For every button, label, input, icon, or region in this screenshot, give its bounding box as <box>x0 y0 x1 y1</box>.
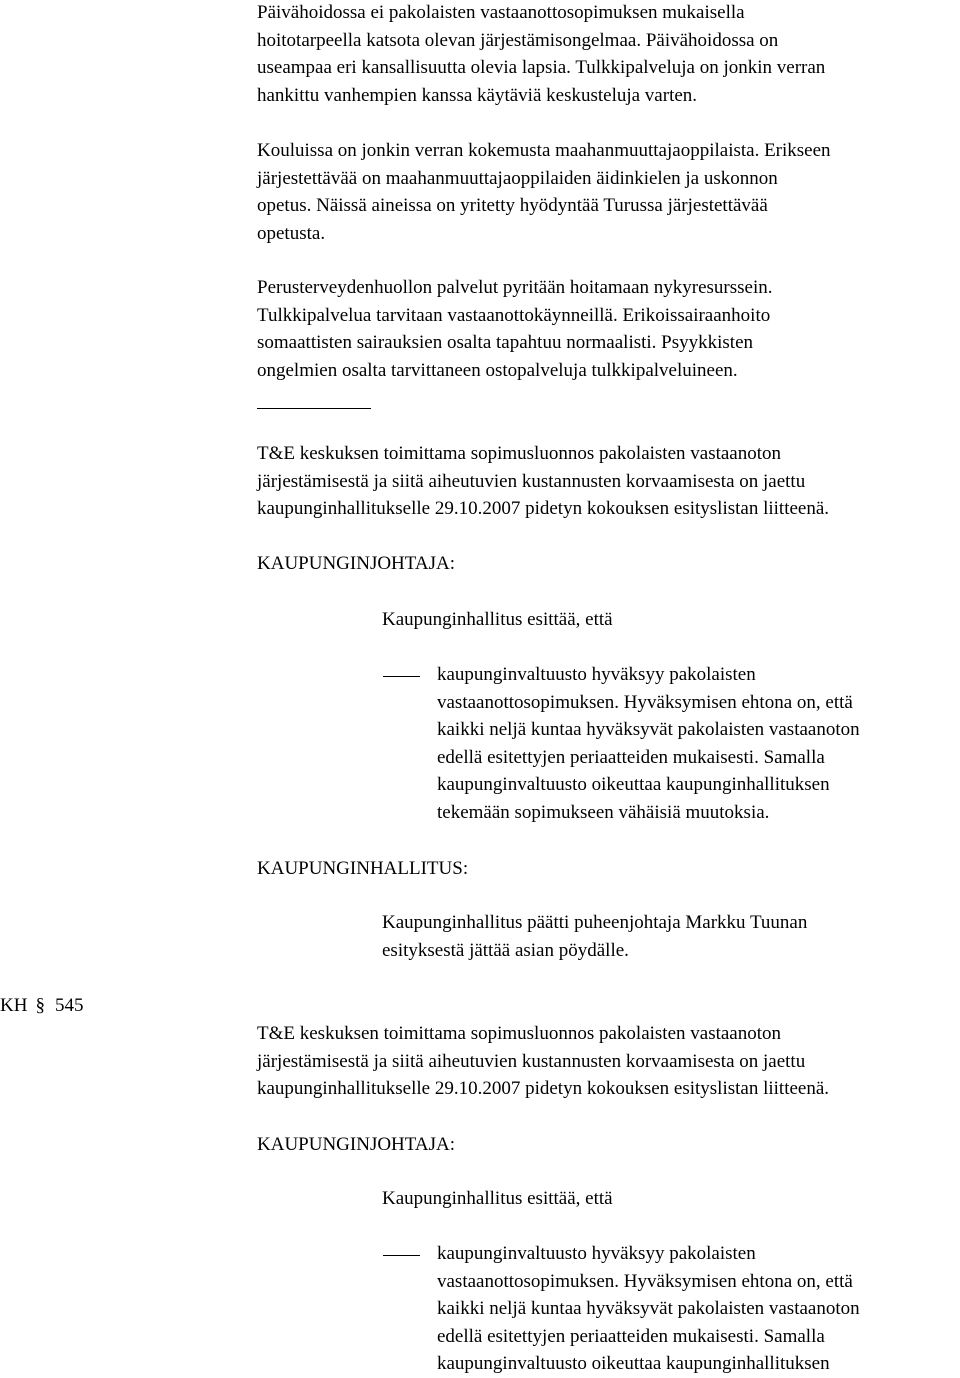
text-line: järjestettävää on maahanmuuttajaoppilaiden äidinkielen ja uskonnon <box>257 167 778 189</box>
section-prefix: KH <box>0 995 28 1016</box>
text-line: kaupunginhallitukselle 29.10.2007 pidetyn kokouksen esityslistan liitteenä. <box>257 1078 830 1099</box>
proposal-lead <box>382 606 952 634</box>
block1-intro <box>257 440 957 523</box>
paragraph-healthcare <box>257 274 957 384</box>
text-line: Tulkkipalvelua tarvitaan vastaanottokäynneillä. Erikoissairaanhoito <box>257 304 771 326</box>
section-marker <box>0 992 83 1019</box>
text-line: kaupunginvaltuusto hyväksyy pakolaisten <box>437 1243 756 1264</box>
proposal-item <box>437 1240 957 1378</box>
text-line: kaupunginhallitukselle 29.10.2007 pidetyn kokouksen esityslistan liitteenä. <box>257 498 830 519</box>
text-line: esityksestä jättää asian pöydälle. <box>382 939 629 961</box>
board-decision <box>382 909 952 964</box>
heading-mayor: KAUPUNGINJOHTAJA: <box>257 553 455 574</box>
text-line: Kaupunginhallitus esittää, että <box>382 609 613 630</box>
text-line: somaattisten sairauksien osalta tapahtuu normaalisti. Psyykkisten <box>257 332 754 353</box>
text-line: opetusta. <box>257 222 326 244</box>
section-symbol: § <box>35 995 45 1016</box>
text-line: Perusterveydenhuollon palvelut pyritään hoitamaan nykyresurssein. <box>257 277 773 298</box>
text-line: vastaanottosopimuksen. Hyväksymisen ehtona on, että <box>437 1270 853 1292</box>
proposal-item <box>437 661 957 826</box>
text-line: Kaupunginhallitus esittää, että <box>382 1188 613 1209</box>
text-line: tekemään sopimukseen vähäisiä muutoksia. <box>437 801 770 823</box>
text-line: hoitotarpeella katsota olevan järjestämisongelmaa. Päivähoidossa on <box>257 29 779 51</box>
text-line: kaikki neljä kuntaa hyväksyvät pakolaisten vastaanoton <box>437 719 860 740</box>
text-line: kaupunginvaltuusto oikeuttaa kaupunginhallituksen <box>437 1353 830 1374</box>
text-line: T&E keskuksen toimittama sopimusluonnos pakolaisten vastaanoton <box>257 443 782 464</box>
heading-mayor: KAUPUNGINJOHTAJA: <box>257 1134 455 1155</box>
text-line: useampaa eri kansallisuutta olevia lapsia. Tulkkipalveluja on jonkin verran <box>257 57 826 78</box>
list-dash <box>383 1255 420 1256</box>
text-line: opetus. Näissä aineissa on yritetty hyödyntää Turussa järjestettävää <box>257 195 768 216</box>
text-line: ongelmien osalta tarvittaneen ostopalveluja tulkkipalveluineen. <box>257 359 738 381</box>
text-line: kaupunginvaltuusto oikeuttaa kaupunginhallituksen <box>437 774 830 795</box>
section-number: 545 <box>54 995 84 1016</box>
paragraph-schools <box>257 137 957 247</box>
text-line: järjestämisestä ja siitä aiheutuvien kustannusten korvaamisesta on jaettu <box>257 1050 806 1072</box>
text-line: hankittu vanhempien kanssa käytäviä keskusteluja varten. <box>257 84 698 106</box>
footnote-rule <box>257 408 371 409</box>
text-line: järjestämisestä ja siitä aiheutuvien kustannusten korvaamisesta on jaettu <box>257 470 806 492</box>
heading-board: KAUPUNGINHALLITUS: <box>257 858 469 879</box>
text-line: vastaanottosopimuksen. Hyväksymisen ehtona on, että <box>437 691 853 713</box>
paragraph-daycare <box>257 0 957 109</box>
text-line: edellä esitettyjen periaatteiden mukaisesti. Samalla <box>437 746 825 768</box>
text-line: Kaupunginhallitus päätti puheenjohtaja Markku Tuunan <box>382 912 808 933</box>
text-line: edellä esitettyjen periaatteiden mukaisesti. Samalla <box>437 1325 825 1347</box>
proposal-lead <box>382 1185 952 1213</box>
text-line: Kouluissa on jonkin verran kokemusta maahanmuuttajaoppilaista. Erikseen <box>257 140 831 161</box>
text-line: kaupunginvaltuusto hyväksyy pakolaisten <box>437 664 756 685</box>
text-line: kaikki neljä kuntaa hyväksyvät pakolaisten vastaanoton <box>437 1298 860 1319</box>
text-line: T&E keskuksen toimittama sopimusluonnos pakolaisten vastaanoton <box>257 1023 782 1044</box>
list-dash <box>383 676 420 677</box>
text-line: Päivähoidossa ei pakolaisten vastaanottosopimuksen mukaisella <box>257 2 745 23</box>
block2-intro <box>257 1020 957 1103</box>
